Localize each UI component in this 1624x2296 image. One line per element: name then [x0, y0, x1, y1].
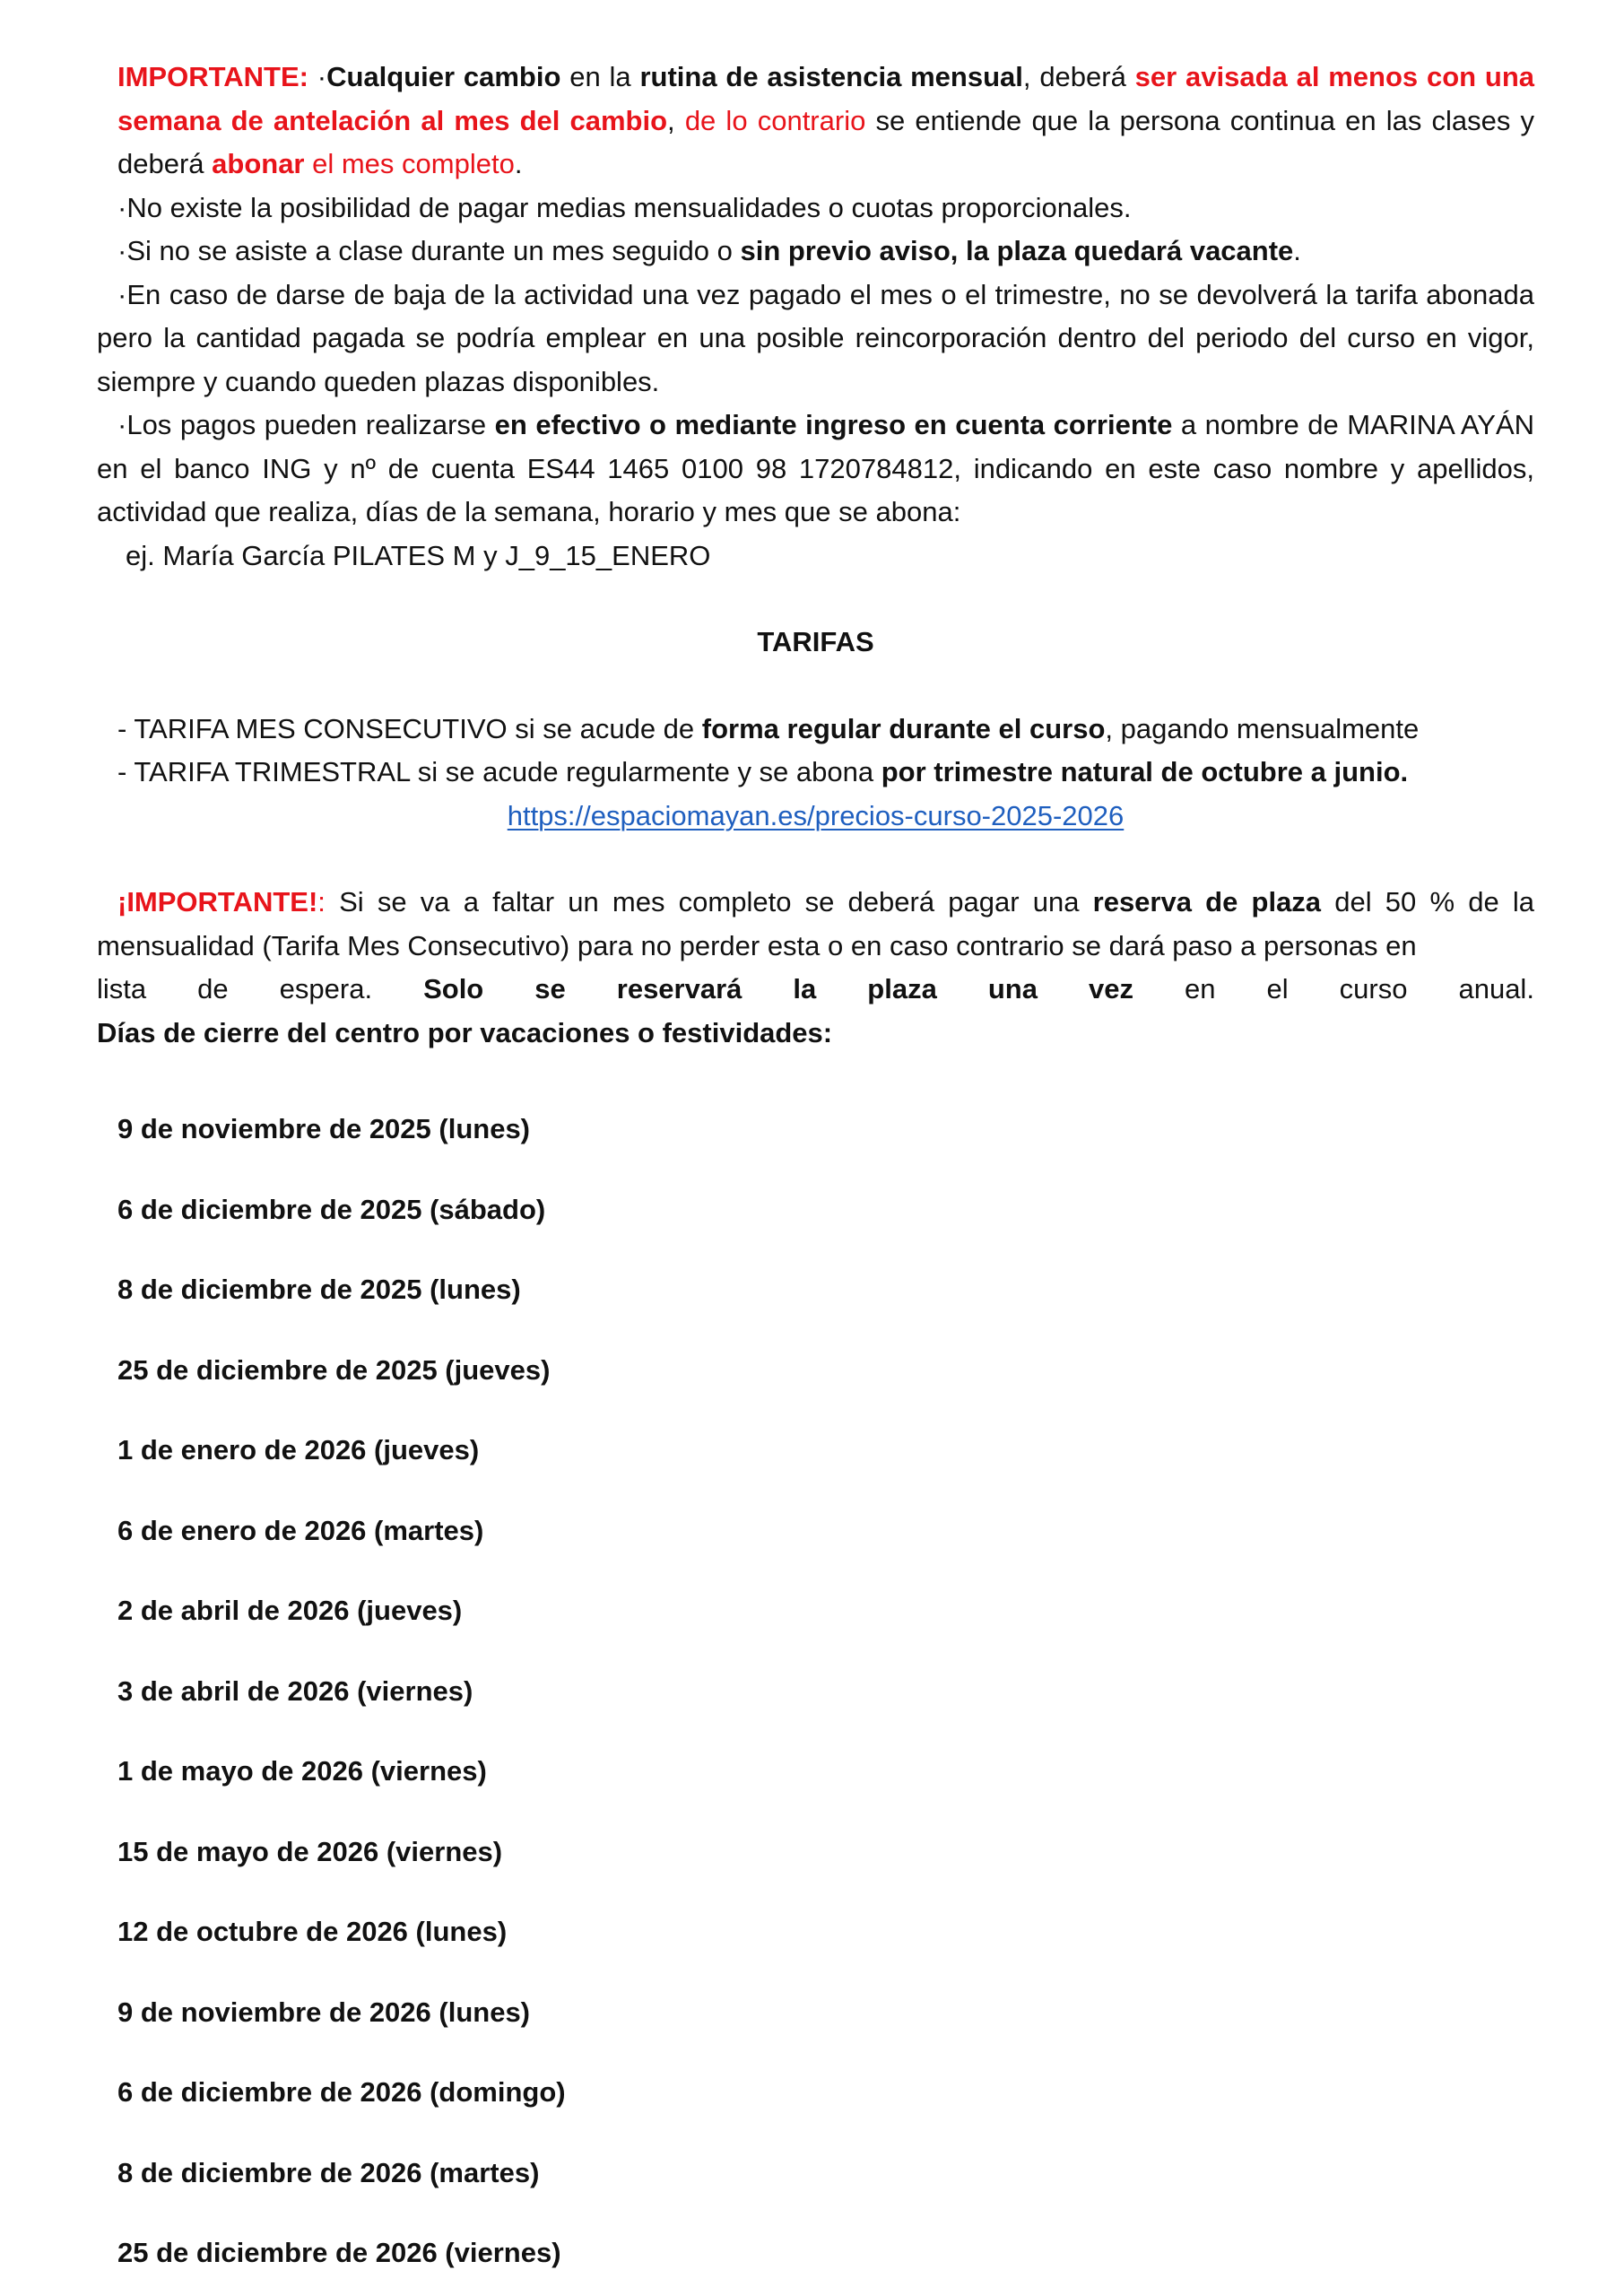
spacer [97, 838, 1534, 881]
precios-link[interactable]: https://espaciomayan.es/precios-curso-2025-2026 [507, 799, 1125, 831]
rule-absence-vacancy: ·Si no se asiste a clase durante un mes seguido o sin previo aviso, la plaza quedará vacante. [117, 235, 1301, 266]
closure-date-item: 12 de octubre de 2026 (lunes) [117, 1916, 508, 1947]
reserva-word: la [793, 973, 817, 1004]
tarifas-link-line [97, 795, 1534, 839]
reserva-notice: ¡IMPORTANTE!: Si se va a faltar un mes completo se deberá pagar una reserva de plaza del 50 % de la mensualidad (Tarifa Mes Consecutivo) para no perder esta o en caso contrario se dará paso a personas en [97, 886, 1535, 961]
reserva-notice-stretched-line [97, 968, 1534, 1012]
reserva-word: Solo [423, 973, 484, 1004]
reserva-word: reservará [616, 973, 743, 1004]
reserva-word: anual. [1458, 973, 1534, 1004]
payment-example: ej. María García PILATES M y J_9_15_ENERO [126, 539, 711, 571]
closure-date-item: 9 de noviembre de 2025 (lunes) [117, 1113, 531, 1144]
reserva-word: en [1184, 973, 1216, 1004]
closure-date-item: 6 de enero de 2026 (martes) [117, 1514, 484, 1546]
tarifas-title: TARIFAS [757, 626, 874, 657]
reserva-word: espera. [279, 973, 373, 1004]
closure-date-item: 3 de abril de 2026 (viernes) [117, 1674, 473, 1707]
closure-date-item: 6 de diciembre de 2026 (domingo) [117, 2076, 566, 2108]
rule-no-refund: ·En caso de darse de baja de la actividad una vez pagado el mes o el trimestre, no se devolverá la tarifa abonada pero la cantidad pagada se podría emplear en una posible reincorporación dentro del periodo del curso en vigor, siempre y cuando queden plazas disponibles. [97, 278, 1534, 397]
rule-no-partial-payments: ·No existe la posibilidad de pagar medias mensualidades o cuotas proporcionales. [117, 191, 1132, 223]
closures-heading: Días de cierre del centro por vacaciones o festividades: [97, 1016, 833, 1048]
closure-date-item: 2 de abril de 2026 (jueves) [117, 1595, 463, 1626]
closure-date-item: 15 de mayo de 2026 (viernes) [117, 1835, 503, 1867]
reserva-word: de [197, 973, 229, 1004]
closure-date-item: 8 de diciembre de 2026 (martes) [117, 2156, 540, 2188]
tarifa-trimestral: - TARIFA TRIMESTRAL si se acude regularmente y se abona por trimestre natural de octubre a junio. [117, 756, 1409, 787]
closure-date-item: 9 de noviembre de 2026 (lunes) [117, 1996, 531, 2028]
closure-date-item: 1 de enero de 2026 (jueves) [117, 1434, 480, 1465]
tarifa-mes-consecutivo: - TARIFA MES CONSECUTIVO si se acude de forma regular durante el curso, pagando mensualmente [117, 712, 1420, 744]
closure-date-item: 8 de diciembre de 2025 (lunes) [117, 1274, 521, 1305]
closure-date-item: 1 de mayo de 2026 (viernes) [117, 1755, 487, 1787]
reserva-word: plaza [867, 973, 937, 1004]
reserva-word: lista [97, 973, 147, 1004]
closure-date-item: 25 de diciembre de 2025 (jueves) [117, 1353, 551, 1386]
reserva-word: el [1266, 973, 1289, 1004]
document-page [97, 56, 1534, 2293]
closure-date-item: 6 de diciembre de 2025 (sábado) [117, 1193, 546, 1225]
closure-date-item: 25 de diciembre de 2026 (viernes) [117, 2237, 561, 2268]
rule-payment-methods: ·Los pagos pueden realizarse en efectivo o mediante ingreso en cuenta corriente a nombre de MARINA AYÁN en el banco ING y nº de cuenta ES44 1465 0100 98 1720784812, indicando en este caso nombre y apellidos, actividad que realiza, días de la semana, horario y mes que se abona: [97, 409, 1535, 527]
reserva-word: curso [1339, 973, 1408, 1004]
important-notice: IMPORTANTE: ·Cualquier cambio en la rutina de asistencia mensual, deberá ser avisada al menos con una semana de antelación al mes del cambio, de lo contrario se entiende que la persona continua en las clases y deberá abonar el mes completo. [117, 61, 1535, 179]
important-label: IMPORTANTE: [117, 61, 308, 92]
closure-dates-list [97, 1089, 1534, 2293]
reserva-word: una [987, 973, 1038, 1004]
reserva-important-label: ¡IMPORTANTE! [117, 886, 318, 918]
reserva-word: se [534, 973, 566, 1004]
reserva-word: vez [1088, 973, 1133, 1004]
